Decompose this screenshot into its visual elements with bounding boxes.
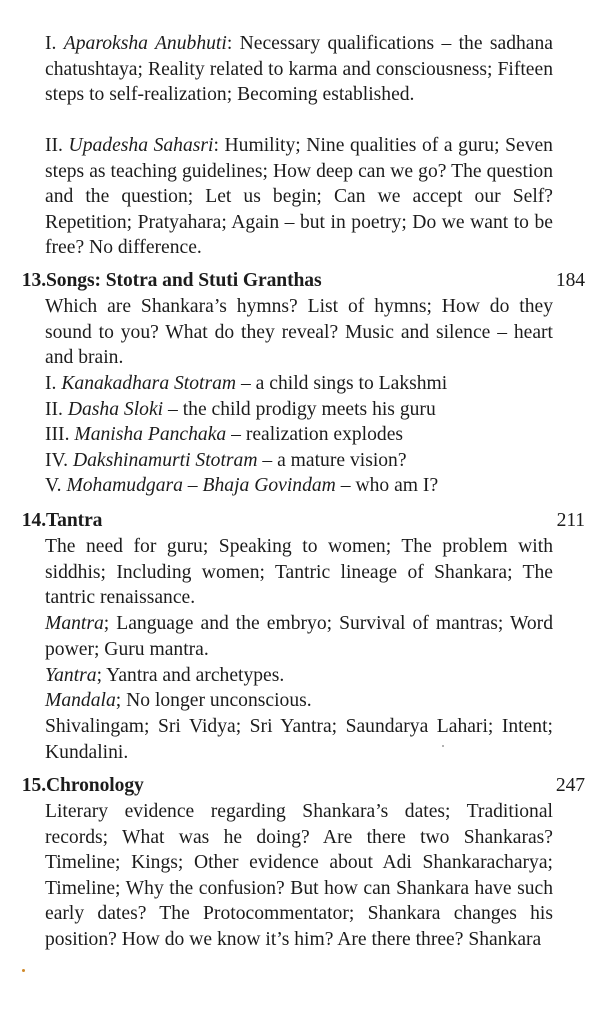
part-title: Upadesha Sahasri bbox=[68, 135, 214, 156]
toc-entry-13-intro: Which are Shankara’s hymns? List of hymns; How do they sound to you? What do they reveal? Music and silence – heart and brain. bbox=[45, 296, 553, 369]
print-speck bbox=[442, 745, 444, 747]
hymn-title: Kanakadhara Stotram bbox=[61, 373, 237, 394]
section-title: Mantra bbox=[45, 613, 104, 634]
hymn-numeral: II. bbox=[45, 398, 63, 420]
upadesha-sahasri-summary bbox=[45, 133, 553, 261]
entry-title: Songs: Stotra and Stuti Granthas bbox=[46, 270, 322, 291]
hymn-title: Manisha Panchaka bbox=[74, 424, 227, 446]
hymn-description: – who am I? bbox=[335, 475, 439, 497]
hymn-item bbox=[45, 473, 553, 499]
toc-entry-14-mandala bbox=[45, 688, 553, 714]
entry-number: 14. bbox=[21, 510, 46, 531]
page-number: 184 bbox=[555, 270, 585, 291]
section-title: Yantra bbox=[45, 665, 97, 686]
hymn-description: – realization explodes bbox=[226, 424, 404, 446]
toc-entry-13-heading bbox=[11, 268, 585, 294]
hymn-item bbox=[45, 397, 553, 423]
toc-entry-14-yantra bbox=[45, 663, 553, 689]
part-numeral: I. bbox=[45, 33, 57, 54]
entry-title: Chronology bbox=[46, 775, 144, 796]
print-speck bbox=[22, 969, 25, 972]
section-text: ; Yantra and archetypes. bbox=[96, 665, 285, 686]
toc-entry-14-mantra bbox=[45, 611, 553, 662]
hymn-numeral: III. bbox=[45, 424, 70, 446]
hymn-numeral: I. bbox=[45, 373, 57, 394]
part-text: : Humility; Nine qualities of a guru; Seven steps as teaching guidelines; How deep can we go? The question and the question; Let us begin; Can we accept our Self? Repetition; Pratyahara; Again – but in poetry; Do we want to be free? No difference. bbox=[45, 135, 553, 259]
hymn-item bbox=[45, 448, 553, 474]
toc-entry-14-closing: Shivalingam; Sri Vidya; Sri Yantra; Saundarya Lahari; Intent; Kundalini. bbox=[45, 716, 553, 763]
part-numeral: II. bbox=[45, 135, 63, 156]
section-text: ; No longer unconscious. bbox=[115, 690, 312, 711]
hymn-description: – the child prodigy meets his guru bbox=[163, 398, 436, 420]
entry-number: 15. bbox=[21, 775, 46, 796]
page-number: 247 bbox=[555, 775, 585, 796]
entry-number: 13. bbox=[21, 270, 46, 291]
hymn-numeral: V. bbox=[45, 475, 62, 497]
toc-entry-14-heading bbox=[11, 508, 585, 534]
hymn-numeral: IV. bbox=[45, 449, 69, 471]
section-title: Mandala bbox=[45, 690, 116, 711]
section-text: ; Language and the embryo; Survival of mantras; Word power; Guru mantra. bbox=[45, 613, 553, 660]
entry-title: Tantra bbox=[46, 510, 103, 531]
hymn-description: – a mature vision? bbox=[257, 449, 407, 471]
hymn-description: – a child sings to Lakshmi bbox=[236, 373, 448, 394]
aparoksha-anubhuti-summary bbox=[45, 31, 553, 108]
toc-entry-13-hymn-list bbox=[45, 371, 553, 499]
toc-entry-14-intro: The need for guru; Speaking to women; The problem with siddhis; Including women; Tantric lineage of Shankara; The tantric renaissance. bbox=[45, 536, 553, 609]
toc-entry-15-heading bbox=[11, 773, 585, 799]
hymn-item bbox=[45, 422, 553, 448]
hymn-title: Dasha Sloki bbox=[67, 398, 164, 420]
part-text: : Necessary qualifications – the sadhana chatushtaya; Reality related to karma and consciousness; Fifteen steps to self-realization; Becoming established. bbox=[45, 33, 553, 106]
hymn-title: Dakshinamurti Stotram bbox=[72, 449, 258, 471]
hymn-item bbox=[45, 371, 553, 397]
page-number: 211 bbox=[556, 510, 585, 531]
hymn-title: Mohamudgara – Bhaja Govindam bbox=[66, 475, 336, 497]
part-title: Aparoksha Anubhuti bbox=[63, 33, 227, 54]
toc-entry-15-text: Literary evidence regarding Shankara’s dates; Traditional records; What was he doing? Are there two Shankaras? Timeline; Kings; Other evidence about Adi Shankaracharya; Timeline; Why the confusion? But how can Shankara have such early dates? The Protocommentator; Shankara changes his position? How do we know it’s him? Are there three? Shankara bbox=[45, 801, 553, 950]
